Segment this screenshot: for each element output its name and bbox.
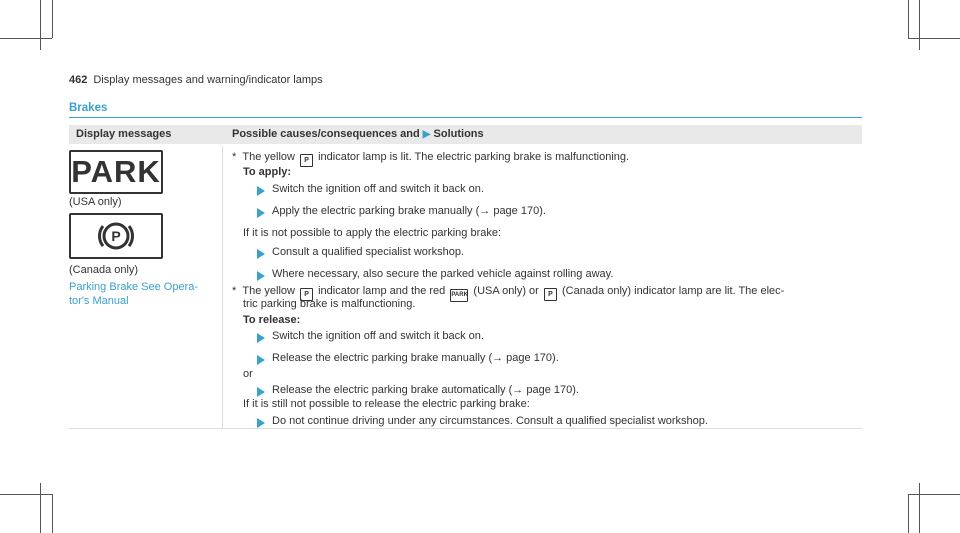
step-arrow-icon	[257, 186, 265, 196]
solution-arrow-icon: ▶	[422, 129, 431, 140]
park-caption: (USA only)	[69, 196, 122, 208]
step-do-not-drive: Do not continue driving under any circumstances. Consult a qualified specialist workshop.	[272, 415, 708, 427]
header-title: Display messages and warning/indicator lamps	[93, 74, 323, 86]
parking-brake-mini-icon: P	[544, 288, 557, 301]
table-header	[69, 125, 862, 144]
parking-brake-symbol-icon	[96, 216, 136, 256]
crop-mark	[908, 0, 909, 38]
crop-mark	[919, 483, 920, 533]
step-secure-vehicle: Where necessary, also secure the parked vehicle against rolling away.	[272, 268, 614, 280]
step-consult-workshop: Consult a qualified specialist workshop.	[272, 246, 464, 258]
crop-mark	[40, 0, 41, 50]
cause-1-text-b: indicator lamp is lit. The electric parking brake is malfunctioning.	[318, 151, 630, 163]
step-switch-ignition-2: Switch the ignition off and switch it back on.	[272, 330, 484, 342]
crop-mark	[919, 0, 920, 50]
step-release-automatically: Release the electric parking brake automatically (→ page 170).	[272, 384, 579, 396]
step-apply-manually: Apply the electric parking brake manually (→ page 170).	[272, 205, 546, 217]
step-arrow-icon	[257, 418, 265, 428]
condition-not-possible-apply: If it is not possible to apply the electric parking brake:	[243, 227, 502, 239]
condition-not-possible-release: If it is still not possible to release the electric parking brake:	[243, 398, 530, 410]
parking-brake-mini-icon: P	[300, 288, 313, 301]
col-header-causes	[232, 128, 484, 140]
step-release-manually: Release the electric parking brake manually (→ page 170).	[272, 352, 559, 364]
crop-mark	[0, 38, 52, 39]
crop-mark	[0, 494, 52, 495]
cause-2-text-c: (USA only) or	[473, 285, 539, 297]
to-release-heading	[243, 314, 300, 326]
crop-mark	[908, 494, 909, 533]
to-apply-label: To apply:	[243, 166, 292, 178]
step-arrow-icon	[257, 355, 265, 365]
running-header	[69, 74, 323, 86]
parking-brake-mini-icon: P	[300, 154, 313, 167]
cause-2-text-d: (Canada only) indicator lamp are lit. The elec-	[561, 285, 785, 297]
operators-manual-link[interactable]	[69, 280, 198, 308]
row-divider	[69, 428, 862, 429]
footnote-star: *	[232, 151, 237, 163]
step-arrow-icon	[257, 333, 265, 343]
step-arrow-icon	[257, 387, 265, 397]
park-mini-icon: PARK	[450, 289, 468, 302]
col-header-solutions-text: Solutions	[433, 128, 484, 140]
cause-1-text-a: The yellow	[242, 151, 295, 163]
page-number: 462	[69, 74, 88, 86]
link-line-1: Parking Brake See Opera-	[69, 281, 199, 293]
step-arrow-icon	[257, 271, 265, 281]
footnote-star: *	[232, 285, 237, 297]
p-caption: (Canada only)	[69, 264, 139, 276]
step-arrow-icon	[257, 208, 265, 218]
cause-1	[232, 151, 629, 167]
or-label: or	[243, 368, 253, 380]
column-divider	[222, 146, 223, 428]
crop-mark	[908, 494, 960, 495]
step-switch-ignition: Switch the ignition off and switch it back on.	[272, 183, 484, 195]
to-release-label: To release:	[243, 314, 301, 326]
col-header-causes-text: Possible causes/consequences and	[232, 128, 420, 140]
cause-2-text-b: indicator lamp and the red	[318, 285, 446, 297]
crop-mark	[40, 483, 41, 533]
parking-brake-indicator-icon	[69, 213, 163, 259]
cause-2-text-a: The yellow	[242, 285, 295, 297]
col-header-display-messages: Display messages	[76, 128, 172, 140]
cause-2-line-2: tric parking brake is malfunctioning.	[243, 298, 416, 310]
step-arrow-icon	[257, 249, 265, 259]
park-indicator-icon: PARK	[69, 150, 163, 194]
section-rule	[69, 117, 862, 118]
crop-mark	[52, 494, 53, 533]
section-title: Brakes	[69, 102, 108, 114]
to-apply-heading	[243, 166, 291, 178]
parking-brake-letter: P	[111, 228, 121, 244]
crop-mark	[908, 38, 960, 39]
link-line-2: tor's Manual	[69, 295, 129, 307]
crop-mark	[52, 0, 53, 38]
